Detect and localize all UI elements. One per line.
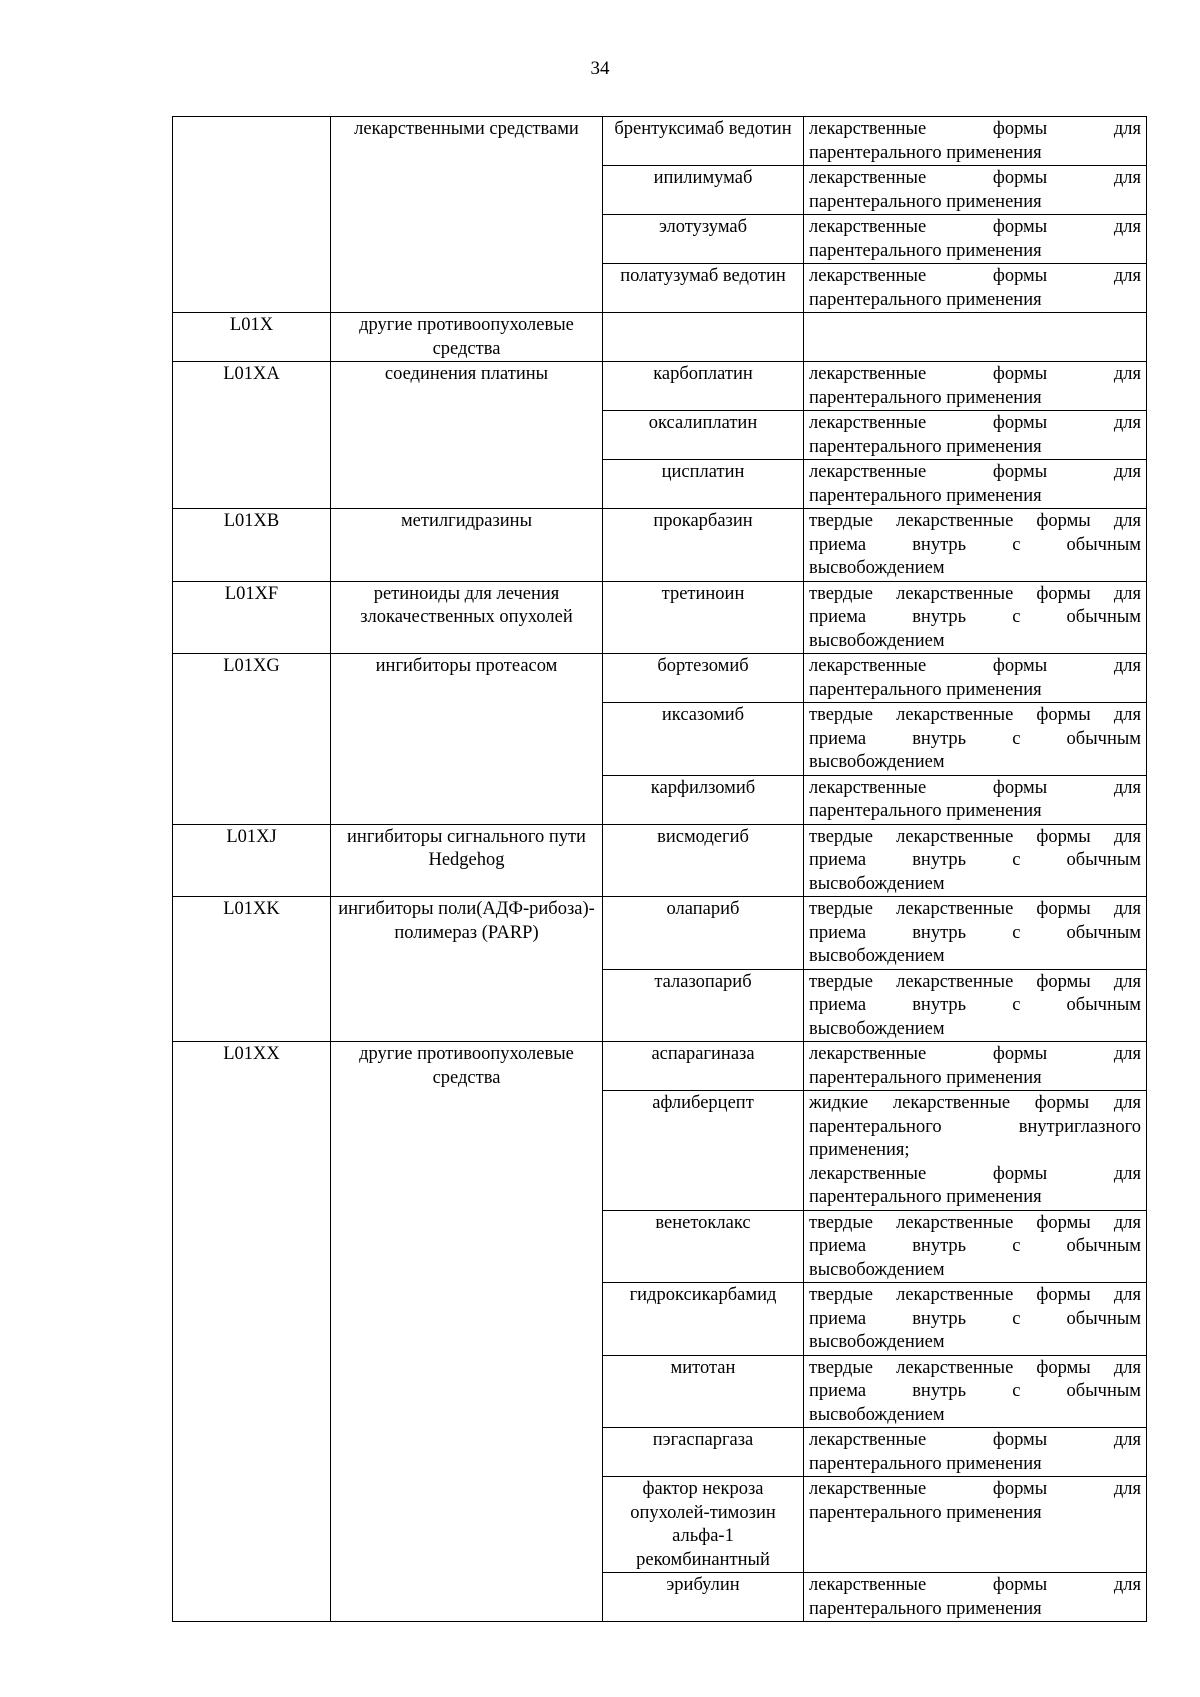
atc-code-cell: L01XJ — [173, 824, 331, 897]
drug-name-cell: бортезомиб — [603, 654, 804, 703]
dosage-form-cell: лекарственные формы для парентерального применения — [804, 1477, 1147, 1573]
table-row — [173, 824, 1147, 897]
dosage-form-cell: твердые лекарственные формы для приема внутрь с обычным высвобождением — [804, 969, 1147, 1042]
drug-name-cell: ипилимумаб — [603, 166, 804, 215]
atc-code-cell: L01XA — [173, 362, 331, 509]
dosage-form-cell: лекарственные формы для парентерального применения — [804, 264, 1147, 313]
group-name-cell: ингибиторы протеасом — [331, 654, 603, 825]
atc-code-cell: L01X — [173, 313, 331, 362]
drug-name-cell: иксазомиб — [603, 703, 804, 776]
drug-name-cell: венетоклакс — [603, 1210, 804, 1283]
atc-code-cell: L01XB — [173, 509, 331, 582]
drug-name-cell: карбоплатин — [603, 362, 804, 411]
drug-name-cell: афлиберцепт — [603, 1091, 804, 1211]
dosage-form-cell: лекарственные формы для парентерального применения — [804, 1573, 1147, 1622]
dosage-form-cell: лекарственные формы для парентерального применения — [804, 460, 1147, 509]
dosage-form-cell: твердые лекарственные формы для приема внутрь с обычным высвобождением — [804, 509, 1147, 582]
dosage-form-line: лекарственные формы для парентерального применения — [809, 1163, 1141, 1207]
group-name-cell: соединения платины — [331, 362, 603, 509]
dosage-form-cell: лекарственные формы для парентерального применения — [804, 166, 1147, 215]
atc-code-cell: L01XF — [173, 581, 331, 654]
table-row — [173, 654, 1147, 703]
drug-name-cell: цисплатин — [603, 460, 804, 509]
drug-name-cell: олапариб — [603, 897, 804, 970]
group-name-cell: другие противоопухолевые средства — [331, 313, 603, 362]
dosage-form-cell: лекарственные формы для парентерального применения — [804, 411, 1147, 460]
dosage-form-cell: лекарственные формы для парентерального применения — [804, 654, 1147, 703]
dosage-form-cell: лекарственные формы для парентерального применения — [804, 117, 1147, 166]
dosage-form-cell: лекарственные формы для парентерального применения — [804, 215, 1147, 264]
dosage-form-cell: твердые лекарственные формы для приема внутрь с обычным высвобождением — [804, 1355, 1147, 1428]
dosage-form-cell: лекарственные формы для парентерального применения — [804, 775, 1147, 824]
drug-name-cell: элотузумаб — [603, 215, 804, 264]
drug-name-cell: карфилзомиб — [603, 775, 804, 824]
dosage-form-cell: твердые лекарственные формы для приема внутрь с обычным высвобождением — [804, 897, 1147, 970]
table-row — [173, 362, 1147, 411]
atc-code-cell: L01XG — [173, 654, 331, 825]
atc-code-cell: L01XX — [173, 1042, 331, 1622]
dosage-form-cell: лекарственные формы для парентерального применения — [804, 362, 1147, 411]
drug-name-cell: талазопариб — [603, 969, 804, 1042]
group-name-cell: ретиноиды для лечения злокачественных опухолей — [331, 581, 603, 654]
dosage-form-cell: лекарственные формы для парентерального применения — [804, 1042, 1147, 1091]
page-number: 34 — [590, 58, 610, 79]
dosage-form-cell — [804, 1091, 1147, 1211]
drug-name-cell: аспарагиназа — [603, 1042, 804, 1091]
dosage-form-cell: твердые лекарственные формы для приема внутрь с обычным высвобождением — [804, 581, 1147, 654]
drug-name-cell: эрибулин — [603, 1573, 804, 1622]
atc-code-cell — [173, 117, 331, 313]
drug-name-cell: третиноин — [603, 581, 804, 654]
dosage-form-cell: лекарственные формы для парентерального применения — [804, 1428, 1147, 1477]
drug-name-cell: оксалиплатин — [603, 411, 804, 460]
drug-name-cell: фактор некроза опухолей-тимозин альфа-1 рекомбинантный — [603, 1477, 804, 1573]
drug-name-cell: гидроксикарбамид — [603, 1283, 804, 1356]
group-name-cell: ингибиторы сигнального пути Hedgehog — [331, 824, 603, 897]
dosage-form-cell: твердые лекарственные формы для приема внутрь с обычным высвобождением — [804, 824, 1147, 897]
table-row — [173, 313, 1147, 362]
table-row — [173, 897, 1147, 970]
table-row — [173, 581, 1147, 654]
table-row — [173, 1042, 1147, 1091]
drug-name-cell: брентуксимаб ведотин — [603, 117, 804, 166]
group-name-cell: метилгидразины — [331, 509, 603, 582]
dosage-form-line: жидкие лекарственные формы для парентерального внутриглазного применения; — [809, 1093, 1141, 1160]
drug-name-cell: прокарбазин — [603, 509, 804, 582]
group-name-cell: лекарственными средствами — [331, 117, 603, 313]
atc-code-cell: L01XK — [173, 897, 331, 1042]
group-name-cell: другие противоопухолевые средства — [331, 1042, 603, 1622]
group-name-cell: ингибиторы поли(АДФ-рибоза)-полимераз (PARP) — [331, 897, 603, 1042]
table-row — [173, 509, 1147, 582]
table-row — [173, 117, 1147, 166]
dosage-form-cell: твердые лекарственные формы для приема внутрь с обычным высвобождением — [804, 1210, 1147, 1283]
drug-name-cell: митотан — [603, 1355, 804, 1428]
drug-name-cell: пэгаспаргаза — [603, 1428, 804, 1477]
drug-name-cell — [603, 313, 804, 362]
drug-name-cell: висмодегиб — [603, 824, 804, 897]
drug-table — [172, 116, 1147, 1622]
drug-name-cell: полатузумаб ведотин — [603, 264, 804, 313]
dosage-form-cell — [804, 313, 1147, 362]
dosage-form-cell: твердые лекарственные формы для приема внутрь с обычным высвобождением — [804, 1283, 1147, 1356]
dosage-form-cell: твердые лекарственные формы для приема внутрь с обычным высвобождением — [804, 703, 1147, 776]
